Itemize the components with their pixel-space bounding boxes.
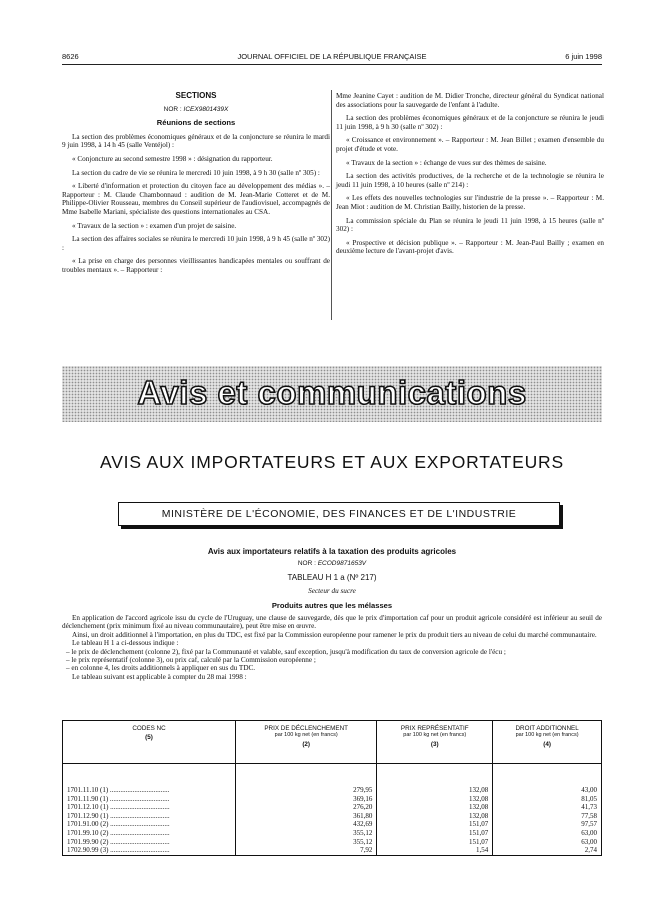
table-row: 1701.12.90 (1) .................................. 361,80 132,08 77,58 — [63, 812, 602, 821]
paragraph: « Liberté d'information et protection du citoyen face au développement des médias ». – Rapporteur : M. Claude Chambonnaud : audition de M. Jean-Marie Cotteret et de M. Philippe-Olivier Rousseau, membres du Conseil supérieur de l'audiovisuel, accompagnés de Mme Isabelle Mariani, spécialiste des questions internationales au CSA. — [62, 182, 330, 216]
sections-title: SECTIONS — [175, 91, 217, 100]
left-column — [62, 92, 330, 280]
table-row: 1701.12.10 (1) .................................. 276,20 132,08 41,73 — [63, 803, 602, 812]
paragraph: Le tableau H 1 a ci-dessous indique : — [72, 639, 179, 648]
ministry-name: MINISTÈRE DE L'ÉCONOMIE, DES FINANCES ET DE L'INDUSTRIE — [161, 508, 517, 520]
paragraph: « La prise en charge des personnes vieillissantes handicapées mentales ou souffrant de troubles mentaux ». – Rapporteur : — [62, 257, 330, 274]
table-row: 1701.91.00 (2) .................................. 432,69 151,07 97,57 — [63, 820, 602, 829]
column-separator — [331, 90, 332, 320]
header-rule — [62, 64, 602, 65]
paragraph: « Les effets des nouvelles technologies sur l'industrie de la presse ». – Rapporteur : M. Jean Miot : audition de M. Christian Bailly, historien de la presse. — [336, 194, 604, 211]
right-column — [336, 92, 604, 261]
paragraph: La section des activités productives, de la recherche et de la technologie se réunira le jeudi 11 juin 1998, à 10 heures (salle nº 214) : — [336, 172, 604, 189]
products-label: Produits autres que les mélasses — [271, 601, 393, 610]
paragraph: La section des problèmes économiques généraux et de la conjoncture se réunira le mardi 9 juin 1998, à 14 h 45 (salle Ventéjol) : — [62, 132, 330, 150]
tariff-table — [62, 720, 602, 856]
running-header — [62, 52, 602, 64]
paragraph: « Croissance et environnement ». – Rapporteur : M. Jean Billet ; examen d'ensemble du projet d'étude et vote. — [336, 136, 604, 153]
sections-subtitle: Réunions de sections — [156, 118, 236, 128]
col-header-droit: DROIT ADDITIONNEL par 100 kg net (en francs) (4) — [493, 721, 602, 764]
paragraph: « Conjoncture au second semestre 1998 » : désignation du rapporteur. — [72, 154, 273, 163]
table-row: 1701.99.10 (2) .................................. 355,12 151,07 63,00 — [63, 829, 602, 838]
banner-title: Avis et communications — [137, 374, 527, 411]
document-nor: NOR : ECOD9871653V — [297, 560, 367, 567]
paragraph: La section des affaires sociales se réunira le mercredi 10 juin 1998, à 9 h 45 (salle nº 302) : — [62, 235, 330, 252]
col-header-representatif: PRIX REPRÉSENTATIF par 100 kg net (en francs) (3) — [377, 721, 493, 764]
table-header-row — [63, 721, 602, 764]
table-row: 1701.11.10 (1) .................................. 279,95 132,08 43,00 — [63, 786, 602, 795]
avis-body — [62, 614, 602, 681]
paragraph: En application de l'accord agricole issu du cycle de l'Uruguay, une clause de sauvegarde, dès que le prix d'importation caf pour un produit agricole considéré est inférieur au seuil de déclenchement (prix minimum fixé au niveau communautaire), peut être mise en œuvre. — [62, 614, 602, 631]
table-row: 1702.90.99 (3) .................................. 7,92 1,54 2,74 — [63, 846, 602, 855]
list-item: – en colonne 4, les droits additionnels à appliquer en sus du TDC. — [66, 664, 256, 673]
list-item: – le prix représentatif (colonne 3), ou prix caf, calculé par la Commission européenne ; — [66, 656, 316, 665]
sections-nor: NOR : ICEX9801439X — [163, 105, 229, 113]
table-spacer — [63, 764, 602, 787]
tableau-label: TABLEAU H 1 a (Nº 217) — [287, 573, 377, 582]
paragraph: Ainsi, un droit additionnel à l'importation, en plus du TDC, est fixé par la Commission européenne pour ramener le prix du produit tiers au niveau de celui du marché communautaire. — [72, 630, 597, 639]
avis-heading: AVIS AUX IMPORTATEURS ET AUX EXPORTATEURS — [100, 452, 564, 472]
avis-banner — [62, 366, 602, 422]
paragraph: La section du cadre de vie se réunira le mercredi 10 juin 1998, à 9 h 30 (salle nº 305) : — [72, 168, 320, 177]
paragraph: La section des problèmes économiques généraux et de la conjoncture se réunira le jeudi 11 juin 1998, à 9 h 30 (salle nº 302) : — [336, 114, 604, 131]
journal-title: JOURNAL OFFICIEL DE LA RÉPUBLIQUE FRANÇAISE — [237, 52, 427, 61]
paragraph: « Prospective et décision publique ». – Rapporteur : M. Jean-Paul Bailly ; examen en deuxième lecture de l'avant-projet d'avis. — [336, 238, 604, 256]
table-row: 1701.99.90 (2) .................................. 355,12 151,07 63,00 — [63, 838, 602, 847]
list-item: – le prix de déclenchement (colonne 2), fixé par la Communauté et valable, sauf exception, jusqu'à modification du taux de conversion agricole de l'écu ; — [66, 647, 506, 656]
document-title: Avis aux importateurs relatifs à la taxation des produits agricoles — [207, 547, 457, 556]
sector-label: Secteur du sucre — [308, 587, 356, 595]
ministry-box — [118, 502, 560, 526]
issue-date: 6 juin 1998 — [565, 52, 602, 61]
table-row: 1701.11.90 (1) .................................. 369,16 132,08 81,05 — [63, 795, 602, 804]
col-header-codes: CODES NC (5) — [63, 721, 236, 764]
paragraph: Mme Jeanine Cayet : audition de M. Didier Tronche, directeur général du Syndicat national des associations pour la sauvegarde de l'enfant à l'adulte. — [336, 92, 604, 109]
paragraph: Le tableau suivant est applicable à compter du 28 mai 1998 : — [72, 672, 247, 681]
page-number: 8626 — [62, 52, 79, 61]
paragraph: La commission spéciale du Plan se réunira le jeudi 11 juin 1998, à 15 heures (salle nº 302) : — [336, 216, 604, 234]
paragraph: « Travaux de la section » : examen d'un projet de saisine. — [72, 221, 237, 230]
paragraph: « Travaux de la section » : échange de vues sur des thèmes de saisine. — [346, 158, 547, 167]
col-header-declenchement: PRIX DE DÉCLENCHEMENT par 100 kg net (en francs) (2) — [236, 721, 377, 764]
